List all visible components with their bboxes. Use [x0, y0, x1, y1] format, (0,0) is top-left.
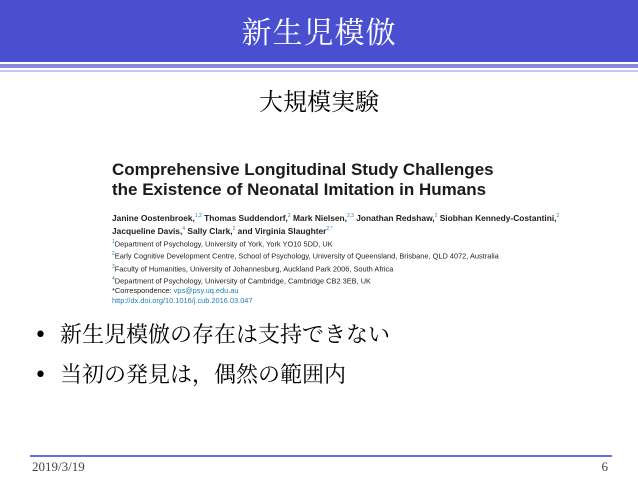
bullet-list [34, 316, 390, 396]
paper-doi-link[interactable]: http://dx.doi.org/10.1016/j.cub.2016.03.047 [112, 296, 253, 306]
paper-affiliation-3: $^3$Faculty of Humanities, University of Johannesburg, Auckland Park 2006, South Africa [112, 263, 394, 273]
bullet-marker: • [34, 323, 47, 348]
slide-subtitle: 大規模実験 [259, 88, 379, 116]
paper-affiliation-2: $^2$Early Cognitive Development Centre, School of Psychology, University of Queensland, Brisbane, QLD 4072, Australia [112, 251, 499, 261]
slide-title: 新生児模倣 [241, 16, 397, 51]
paper-excerpt [112, 160, 560, 306]
bullet-item: • 当初の発見は，偶然の範囲内 [34, 356, 390, 396]
paper-title-line-1: Comprehensive Longitudinal Study Challenges [112, 160, 494, 179]
bullet-item: • 新生児模倣の存在は支持できない [34, 316, 390, 356]
paper-authors-line-2: Jacqueline Davis,$^4$ Sally Clark,$^2$ and Virginia Slaughter$^{2,*}$ [112, 225, 333, 236]
paper-title-line-2: the Existence of Neonatal Imitation in Humans [112, 180, 487, 199]
paper-authors-line-1: Janine Oostenbroek,$^{1,2}$ Thomas Suddendorf,$^2$ Mark Nielsen,$^{2,3}$ Jonathan Redshaw,$^2$ Siobhan Kennedy-Costantini,$^2$ [112, 212, 560, 223]
bullet-marker: • [34, 363, 47, 388]
paper-affiliation-4: $^4$Department of Psychology, University of Cambridge, Cambridge CB2 3EB, UK [112, 276, 371, 286]
title-divider-thin [0, 70, 638, 72]
correspondence-email-link[interactable]: vps@psy.uq.edu.au [173, 286, 239, 296]
paper-correspondence: *Correspondence: vps@psy.uq.edu.au [112, 286, 239, 296]
paper-affiliation-1: $^1$Department of Psychology, University of York, York YO10 5DD, UK [112, 238, 333, 249]
footer-date: 2019/3/19 [32, 459, 85, 474]
page-number: 6 [601, 459, 608, 474]
footer-divider [30, 455, 612, 457]
title-divider [0, 64, 638, 68]
paper-title [112, 160, 552, 200]
